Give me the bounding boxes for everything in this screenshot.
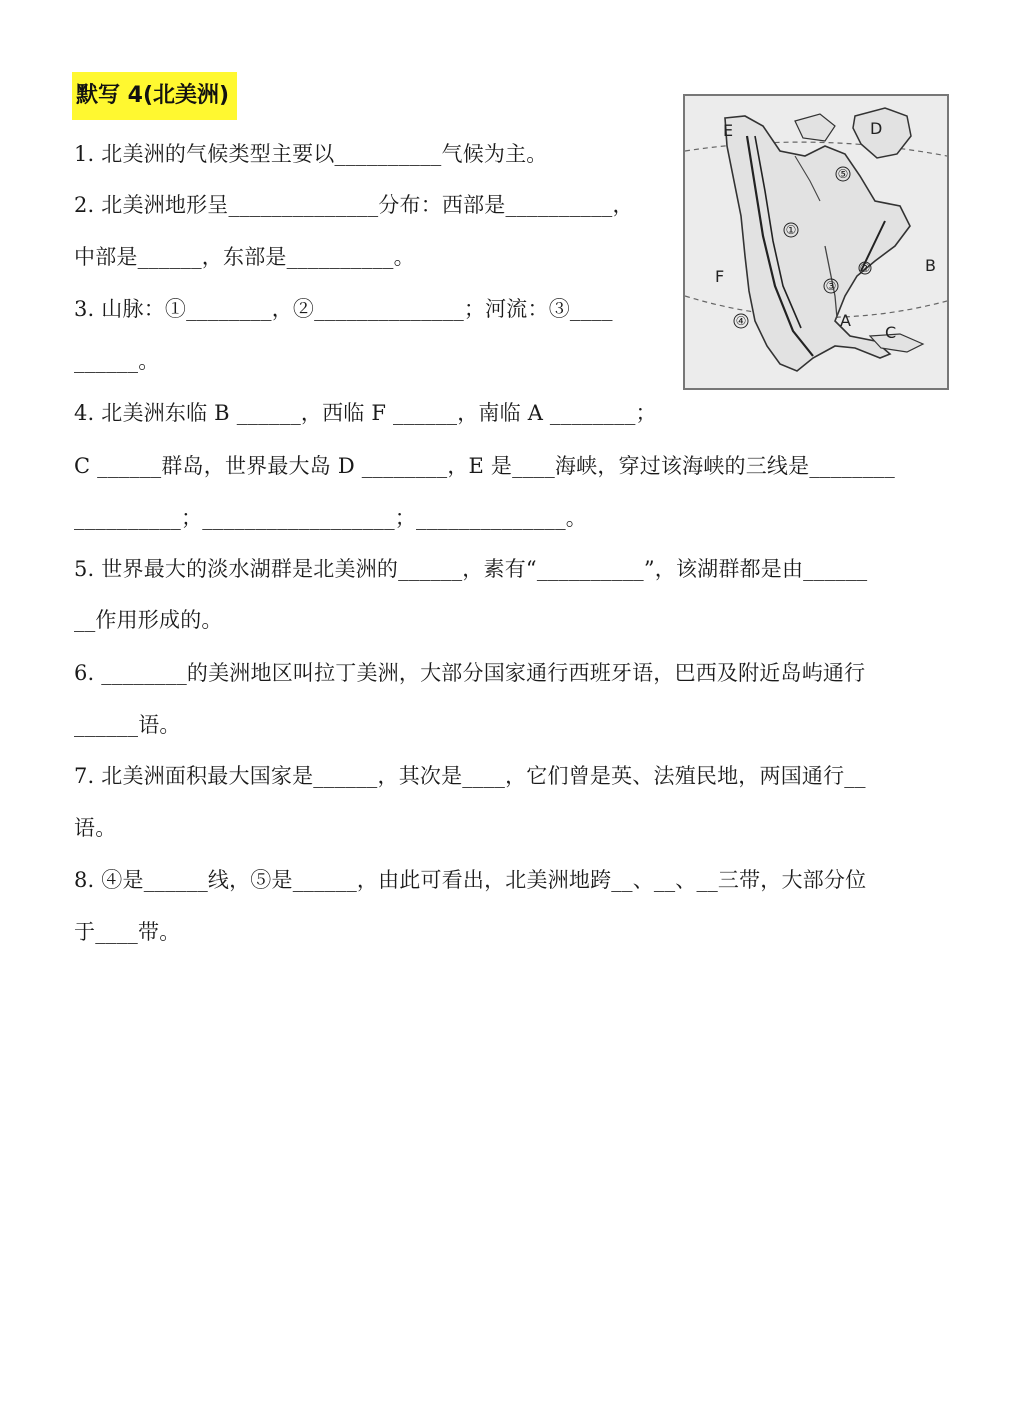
question-4-cont-2: __________；__________________；______________。 <box>74 506 587 530</box>
question-2-cont: 中部是______，东部是__________。 <box>74 245 415 269</box>
question-5-cont: __作用形成的。 <box>74 608 223 632</box>
page-title: 默写 4(北美洲) <box>72 72 237 120</box>
marker-4: ④ <box>735 314 747 328</box>
label-A: A <box>840 311 851 330</box>
marker-5: ⑤ <box>837 167 849 181</box>
marker-3: ③ <box>825 279 837 293</box>
label-E: E <box>723 121 734 140</box>
question-2: 2. 北美洲地形呈______________分布：西部是__________， <box>74 193 634 217</box>
question-7: 7. 北美洲面积最大国家是______，其次是____，它们曾是英、法殖民地，两国通行__ <box>74 764 866 788</box>
question-6: 6. ________的美洲地区叫拉丁美洲，大部分国家通行西班牙语，巴西及附近岛屿通行 <box>74 661 866 685</box>
label-B: B <box>925 256 936 275</box>
question-3: 3. 山脉：①________，②______________；河流：③____ <box>74 297 613 321</box>
question-6-cont: ______语。 <box>74 713 181 737</box>
question-1: 1. 北美洲的气候类型主要以__________气候为主。 <box>74 142 548 166</box>
question-4-cont-1: C ______群岛，世界最大岛 D ________，E 是____海峡，穿过该海峡的三线是________ <box>74 454 895 478</box>
question-8: 8. ④是______线，⑤是______，由此可看出，北美洲地跨__、__、__三带，大部分位 <box>74 868 867 892</box>
question-8-cont: 于____带。 <box>74 920 181 944</box>
marker-1: ① <box>785 223 797 237</box>
label-C: C <box>885 323 897 342</box>
question-5: 5. 世界最大的淡水湖群是北美洲的______，素有“__________”，该湖群都是由______ <box>74 557 868 581</box>
arctic-islands <box>795 114 835 141</box>
question-4: 4. 北美洲东临 B ______，西临 F ______，南临 A ________； <box>74 401 657 425</box>
marker-2: ② <box>859 261 871 275</box>
question-7-cont: 语。 <box>74 816 117 840</box>
north-america-map <box>683 94 949 390</box>
label-D: D <box>870 119 883 138</box>
question-3-cont: ______。 <box>74 349 160 373</box>
label-F: F <box>715 267 725 286</box>
